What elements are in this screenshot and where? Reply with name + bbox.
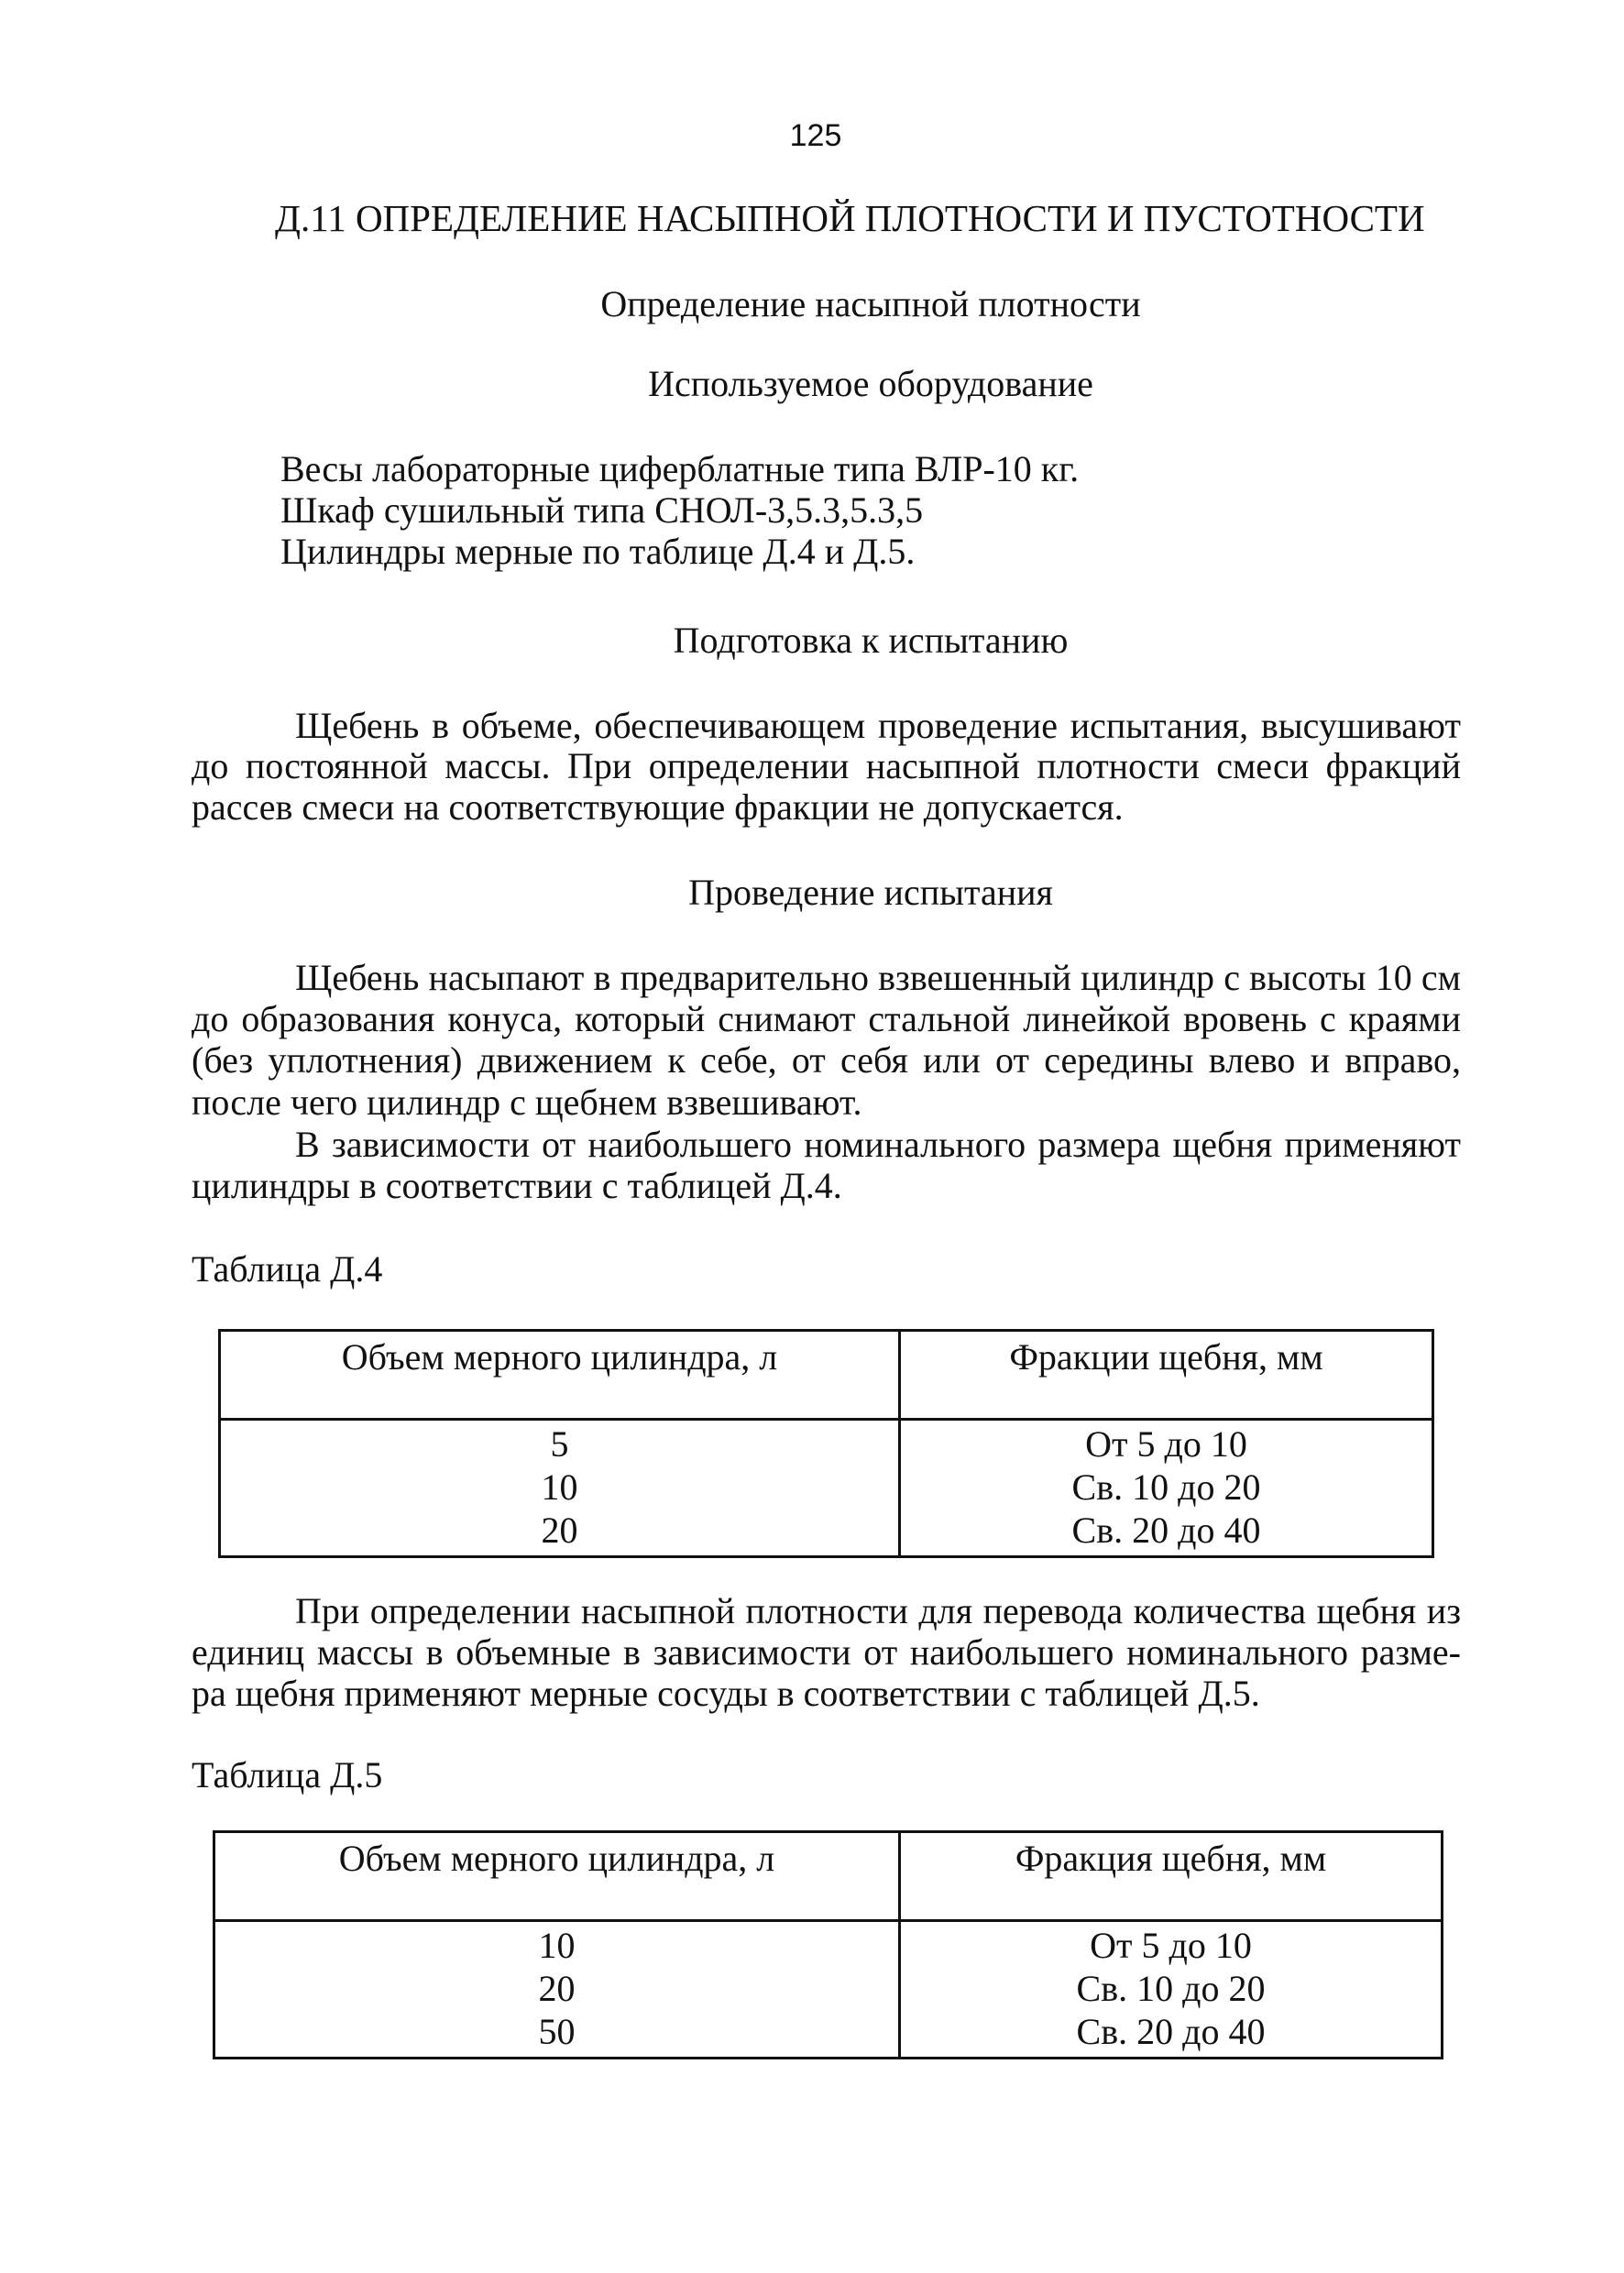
table-d5-caption: Таблица Д.5 (192, 1754, 383, 1795)
fraction-column (900, 1420, 1433, 1557)
table-d4 (218, 1329, 1434, 1558)
header-cell: Фракция щебня, мм (900, 1832, 1443, 1921)
table-cell: От 5 до 10 (1090, 1925, 1252, 1966)
paragraph-line: после чего цилиндр с щебнем взвешивают. (192, 1082, 862, 1123)
volume-column (214, 1921, 900, 2059)
paragraph-line: до постоянной массы. При определении насыпной плотности смеси фракций (192, 745, 1461, 786)
paragraph-line: В зависимости от наибольшего номинального размера щебня применяют (295, 1124, 1461, 1165)
volume-column (220, 1420, 900, 1557)
table-cell: 10 (538, 1925, 576, 1966)
paragraph-line: Щебень насыпают в предварительно взвешенный цилиндр с высоты 10 см (295, 957, 1461, 998)
paragraph-line: (без уплотнения) движением к себе, от себя или от середины влево и вправо, (192, 1039, 1461, 1081)
paragraph-line: до образования конуса, который снимают стальной линейкой вровень с краями (192, 998, 1461, 1039)
paragraph-line: рассев смеси на соответствующие фракции не допускается. (192, 786, 1124, 828)
header-cell: Фракции щебня, мм (900, 1331, 1433, 1420)
equipment-item: Цилиндры мерные по таблице Д.4 и Д.5. (280, 531, 916, 572)
table-cell: 20 (541, 1510, 578, 1551)
paragraph-line: единиц массы в объемные в зависимости от наибольшего номинального разме- (192, 1631, 1461, 1673)
subheading-preparation: Подготовка к испытанию (673, 620, 1069, 661)
table-d5 (213, 1830, 1443, 2059)
section-heading: Д.11 ОПРЕДЕЛЕНИЕ НАСЫПНОЙ ПЛОТНОСТИ И ПУСТОТНОСТИ (275, 197, 1425, 239)
table-d4-caption: Таблица Д.4 (192, 1248, 383, 1290)
table-cell: Св. 20 до 40 (1076, 2011, 1266, 2052)
equipment-item: Весы лабораторные циферблатные типа ВЛР-10 кг. (280, 448, 1080, 489)
table-cell: От 5 до 10 (1085, 1423, 1247, 1465)
table-cell: Св. 10 до 20 (1076, 1968, 1266, 2009)
table-cell: Св. 10 до 20 (1071, 1466, 1261, 1508)
equipment-item: Шкаф сушильный типа СНОЛ-3,5.3,5.3,5 (280, 489, 924, 531)
subheading-equipment: Используемое оборудование (648, 363, 1093, 404)
paragraph-line: цилиндры в соответствии с таблицей Д.4. (192, 1165, 842, 1206)
page-number: 125 (789, 118, 842, 153)
table-cell: 5 (550, 1423, 569, 1465)
table-row (214, 1921, 1443, 2059)
paragraph-line: Щебень в объеме, обеспечивающем проведение испытания, высушивают (295, 705, 1461, 746)
table-cell: 20 (538, 1968, 576, 2009)
table-cell: 50 (538, 2011, 576, 2052)
paragraph-line: ра щебня применяют мерные сосуды в соответствии с таблицей Д.5. (192, 1673, 1260, 1714)
header-cell: Объем мерного цилиндра, л (214, 1832, 900, 1921)
table-header-row (220, 1331, 1433, 1420)
table-cell: Св. 20 до 40 (1071, 1510, 1261, 1551)
subheading-bulk-density: Определение насыпной плотности (600, 283, 1141, 324)
table-row (220, 1420, 1433, 1557)
header-cell: Объем мерного цилиндра, л (220, 1331, 900, 1420)
table-cell: 10 (541, 1466, 578, 1508)
fraction-column (900, 1921, 1443, 2059)
paragraph-line: При определении насыпной плотности для перевода количества щебня из (295, 1590, 1461, 1631)
table-header-row (214, 1832, 1443, 1921)
subheading-procedure: Проведение испытания (688, 872, 1053, 913)
